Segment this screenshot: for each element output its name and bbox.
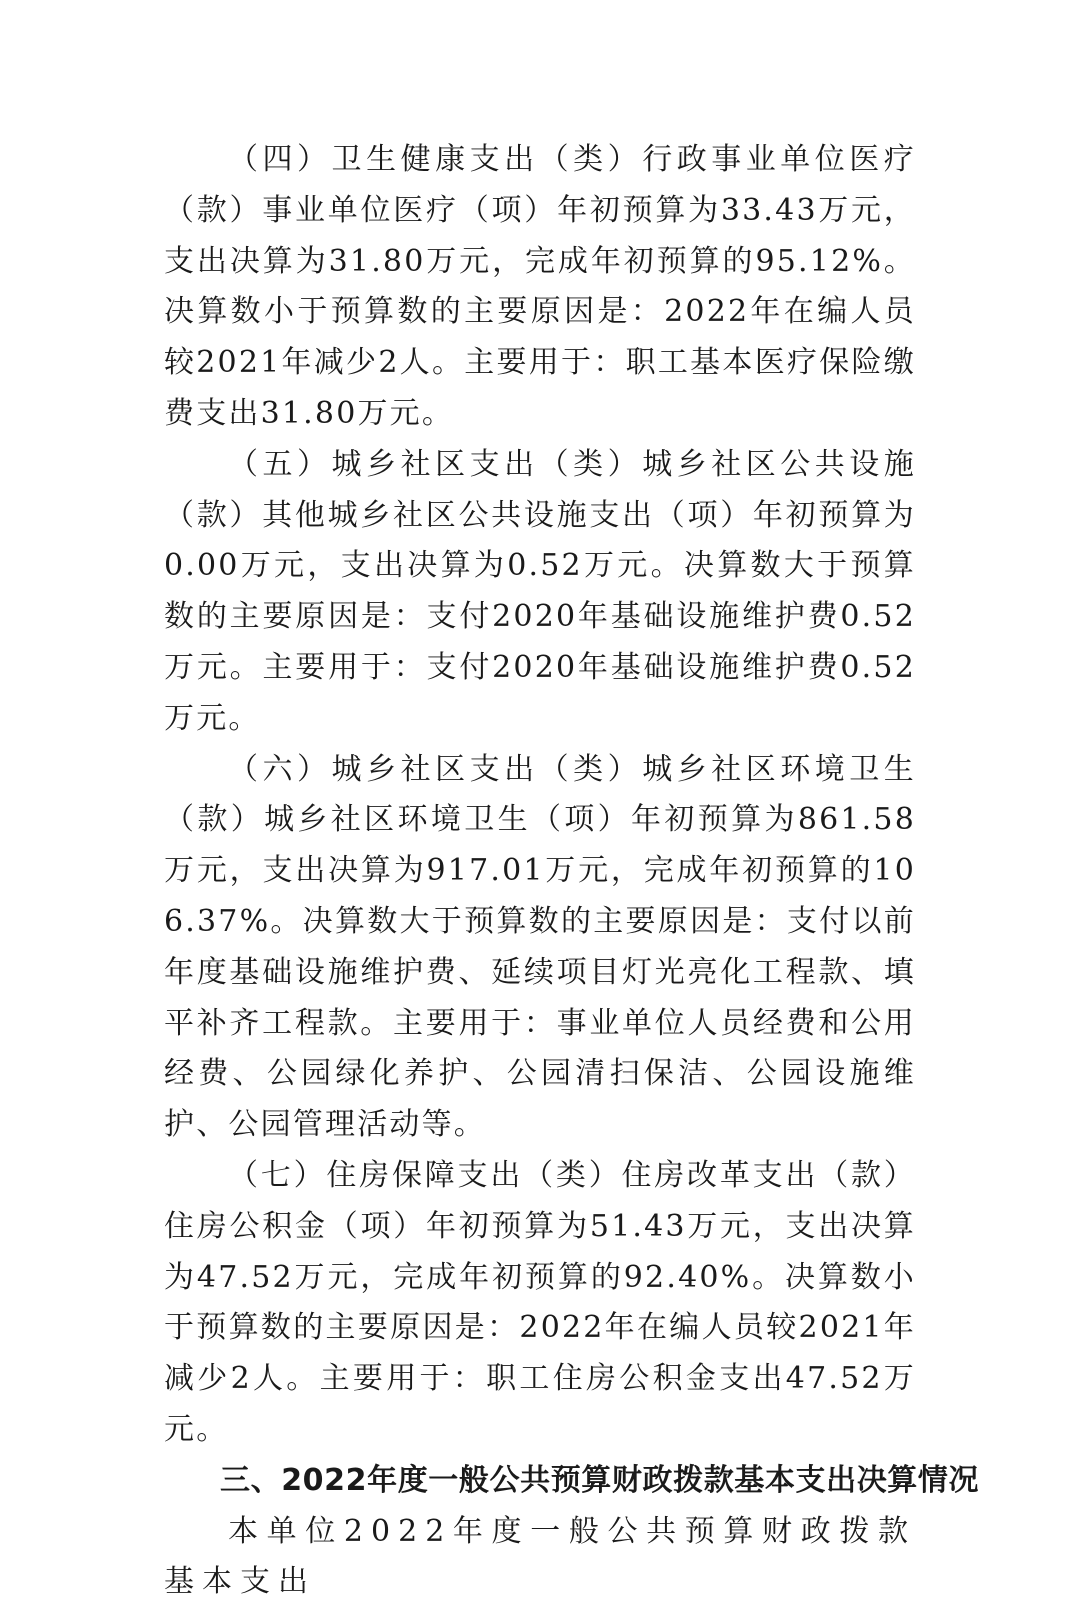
section-heading: 三、2022年度一般公共预算财政拨款基本支出决算情况 bbox=[220, 1462, 980, 1498]
paragraph-basic-expenditure: 本单位2022年度一般公共预算财政拨款基本支出 bbox=[164, 1513, 916, 1600]
document-page bbox=[164, 135, 980, 1608]
paragraph-housing-fund: （七）住房保障支出（类）住房改革支出（款）住房公积金（项）年初预算为51.43万元，支出决算为47.52万元，完成年初预算的92.40%。决算数小于预算数的主要原因是：2022年在编人员较2021年减少2人。主要用于：职工住房公积金支出47.52万元。 bbox=[164, 1157, 916, 1447]
paragraph-community-sanitation: （六）城乡社区支出（类）城乡社区环境卫生（款）城乡社区环境卫生（项）年初预算为861.58万元，支出决算为917.01万元，完成年初预算的106.37%。决算数大于预算数的主要原因是：支付以前年度基础设施维护费、延续项目灯光亮化工程款、填平补齐工程款。主要用于：事业单位人员经费和公用经费、公园绿化养护、公园清扫保洁、公园设施维护、公园管理活动等。 bbox=[164, 751, 916, 1143]
paragraph-community-facilities: （五）城乡社区支出（类）城乡社区公共设施（款）其他城乡社区公共设施支出（项）年初预算为0.00万元，支出决算为0.52万元。决算数大于预算数的主要原因是：支付2020年基础设施维护费0.52万元。主要用于：支付2020年基础设施维护费0.52万元。 bbox=[164, 446, 916, 736]
paragraph-health-expenditure: （四）卫生健康支出（类）行政事业单位医疗（款）事业单位医疗（项）年初预算为33.43万元，支出决算为31.80万元，完成年初预算的95.12%。决算数小于预算数的主要原因是：2022年在编人员较2021年减少2人。主要用于：职工基本医疗保险缴费支出31.80万元。 bbox=[164, 142, 916, 431]
